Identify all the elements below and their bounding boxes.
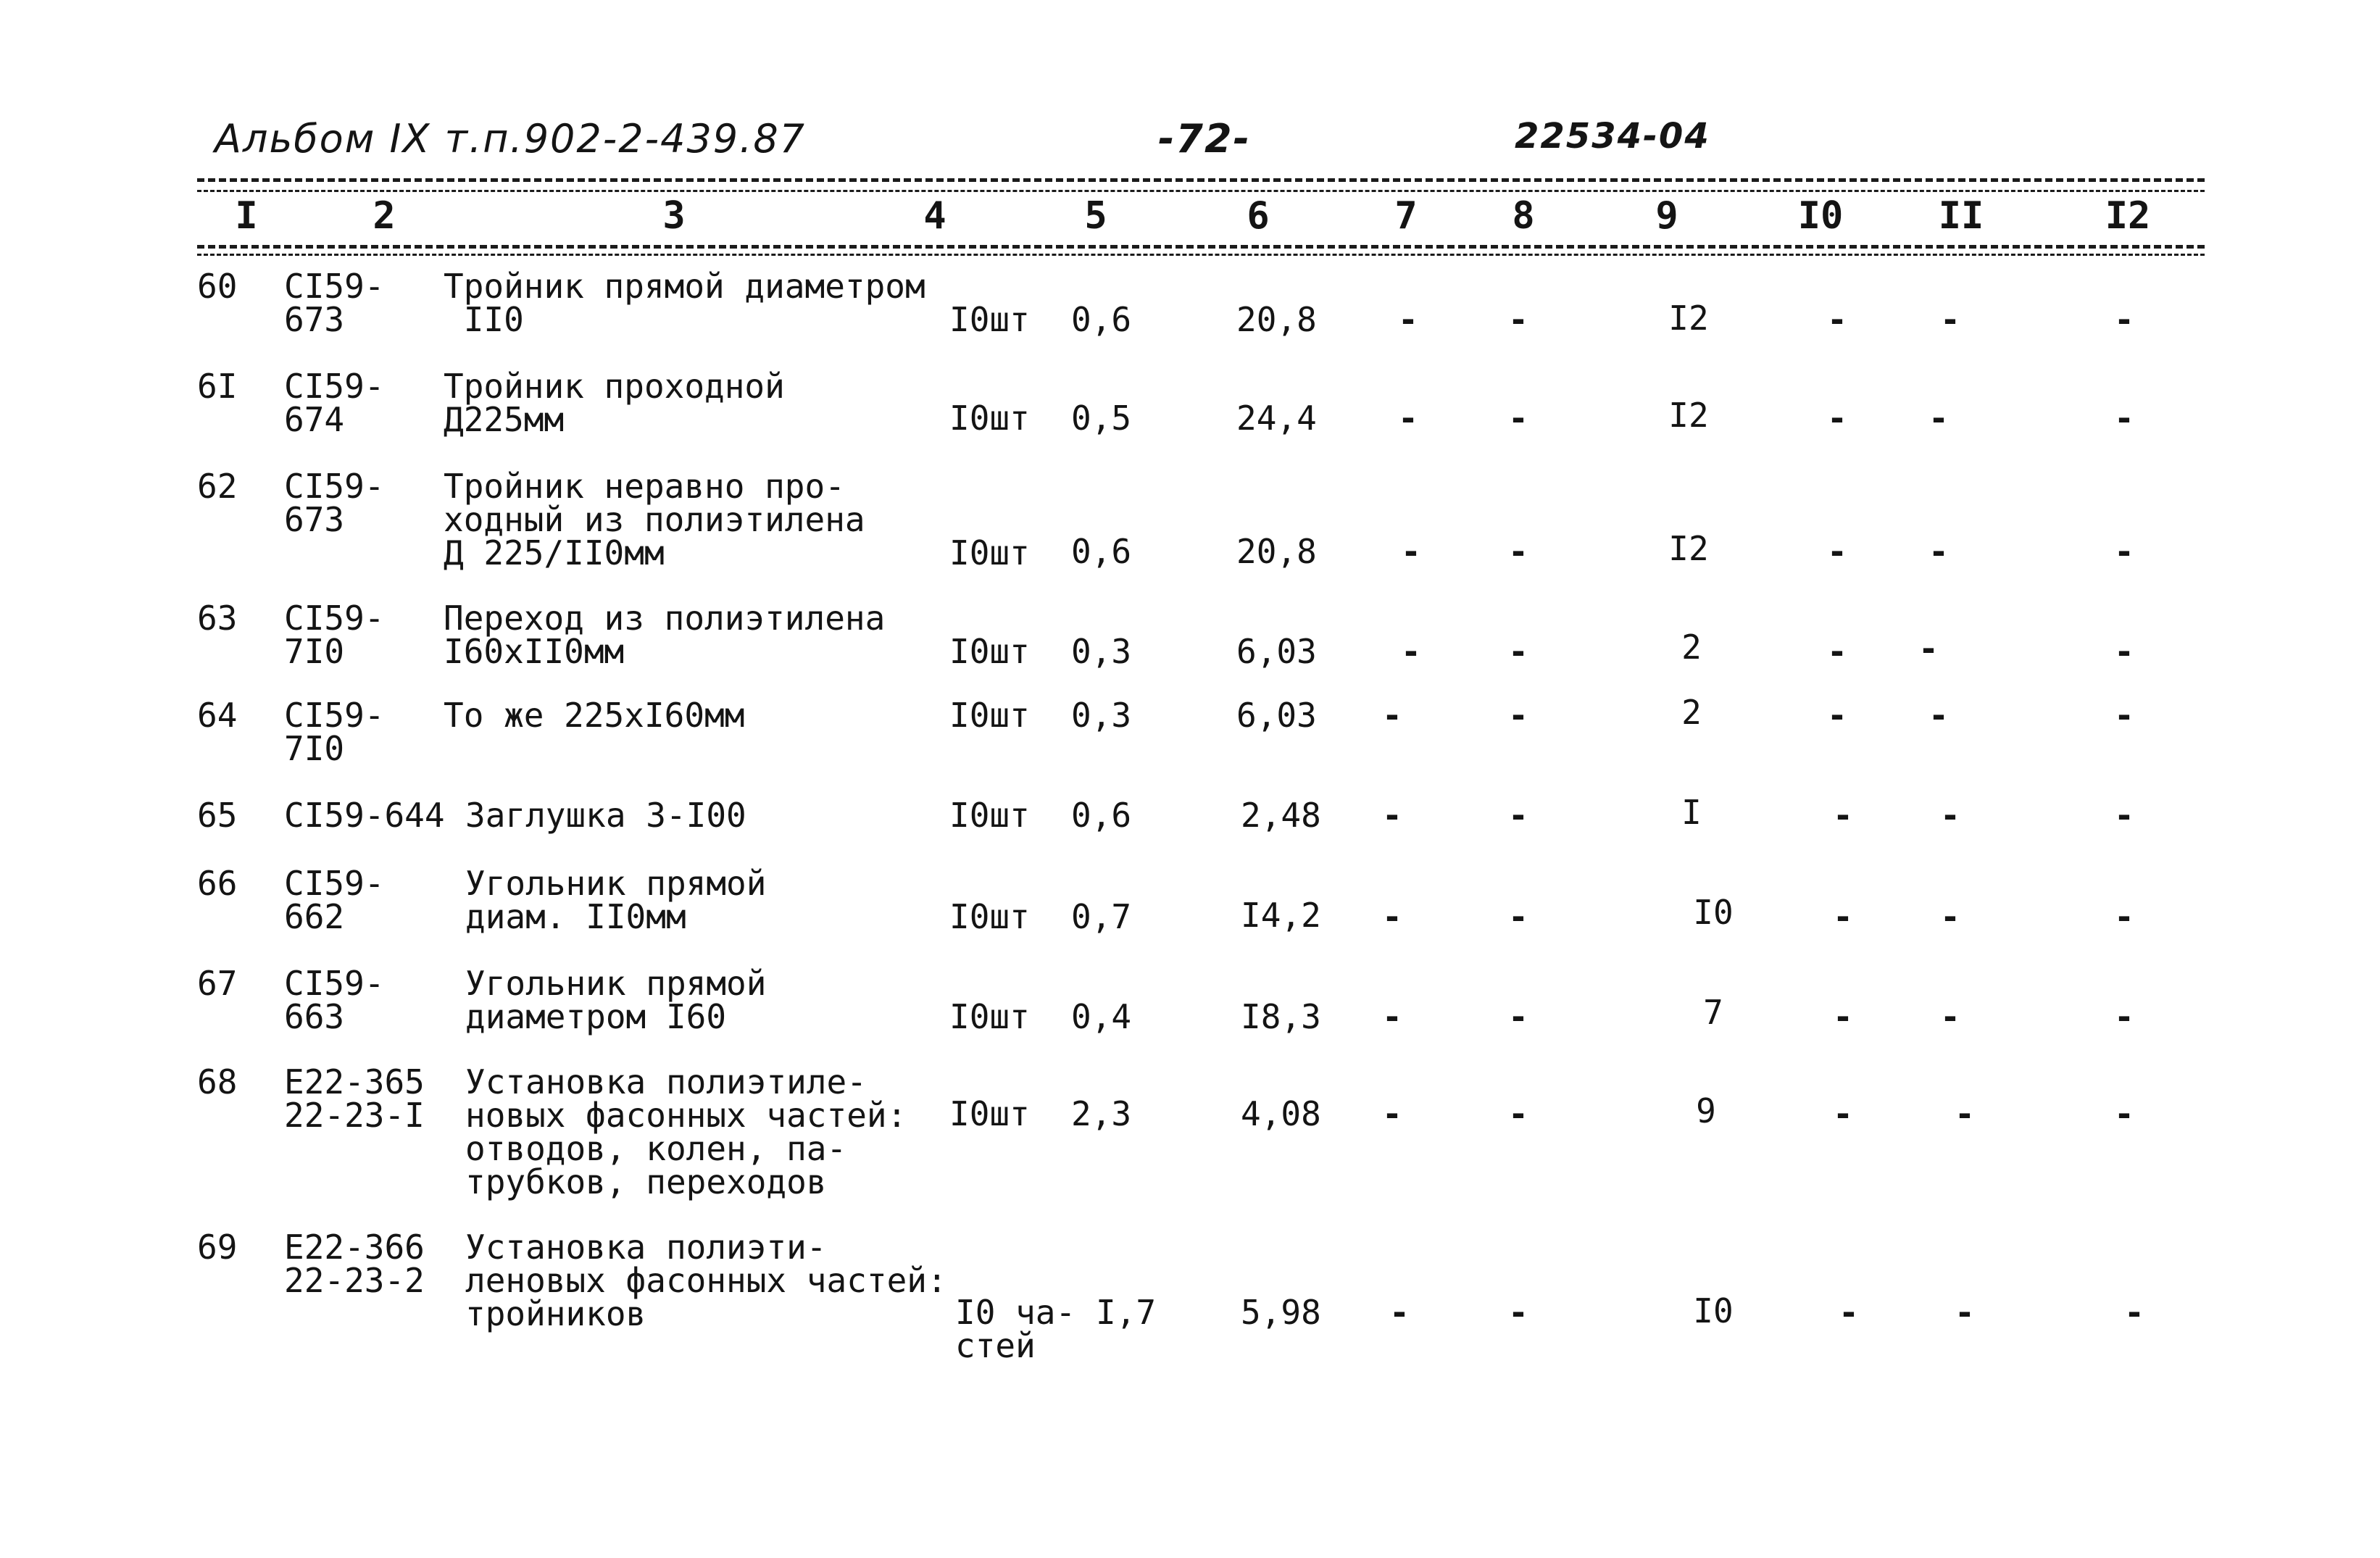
row-value-10: - xyxy=(1827,399,1847,438)
row-number: 68 xyxy=(197,1062,238,1101)
row-value-7: - xyxy=(1398,300,1418,339)
row-unit: I0шт xyxy=(949,796,1030,835)
row-value-8: - xyxy=(1508,532,1528,571)
row-value-6: I8,3 xyxy=(1241,997,1321,1036)
row-value-10: - xyxy=(1833,897,1853,936)
column-header-4: 4 xyxy=(923,194,946,238)
column-header-10: I0 xyxy=(1797,194,1844,238)
row-name: То же 225xI60мм xyxy=(444,696,745,735)
row-code: CI59-644 xyxy=(284,796,445,835)
row-name: Заглушка З-I00 xyxy=(465,796,746,835)
row-value-5: I,7 xyxy=(1096,1293,1157,1332)
row-code: CI59- 7I0 xyxy=(284,599,385,671)
header-rule-bottom xyxy=(197,245,2205,249)
row-value-7: - xyxy=(1382,796,1402,835)
row-value-10: - xyxy=(1833,997,1853,1036)
row-value-9: I0 xyxy=(1693,893,1734,932)
page-header xyxy=(0,116,2380,174)
row-number: 66 xyxy=(197,864,238,903)
column-header-8: 8 xyxy=(1512,194,1535,238)
row-value-7: - xyxy=(1389,1293,1410,1332)
row-value-8: - xyxy=(1508,1293,1528,1332)
row-value-6: 20,8 xyxy=(1236,532,1317,571)
column-header-6: 6 xyxy=(1247,194,1270,238)
header-rule-top xyxy=(197,178,2205,182)
row-number: 69 xyxy=(197,1228,238,1267)
row-value-8: - xyxy=(1508,399,1528,438)
row-value-8: - xyxy=(1508,897,1528,936)
row-code: CI59- 662 xyxy=(284,864,385,936)
row-value-11: - xyxy=(1928,696,1949,735)
row-value-6: 6,03 xyxy=(1236,632,1317,671)
row-value-7: - xyxy=(1382,1094,1402,1133)
row-value-9: I2 xyxy=(1668,529,1709,568)
row-code: CI59- 674 xyxy=(284,367,385,439)
column-header-row xyxy=(0,190,2380,245)
row-value-8: - xyxy=(1508,300,1528,339)
row-code: CI59- 7I0 xyxy=(284,696,385,768)
row-value-5: 0,6 xyxy=(1071,532,1132,571)
row-value-12: - xyxy=(2114,796,2134,835)
row-value-11: - xyxy=(1955,1094,1975,1133)
row-value-12: - xyxy=(2114,300,2134,339)
row-name: Угольник прямой диаметром I60 xyxy=(465,964,767,1036)
row-unit: I0шт xyxy=(949,533,1030,572)
row-value-11: - xyxy=(1918,629,1939,668)
row-value-11: - xyxy=(1928,532,1949,571)
row-value-7: - xyxy=(1382,897,1402,936)
row-unit: I0шт xyxy=(949,1094,1030,1133)
row-code: E22-365 22-23-I xyxy=(284,1062,425,1135)
row-value-10: - xyxy=(1827,696,1847,735)
row-value-7: - xyxy=(1401,632,1421,671)
row-value-5: 0,6 xyxy=(1071,300,1132,339)
row-value-12: - xyxy=(2114,997,2134,1036)
row-name: Угольник прямой диам. II0мм xyxy=(465,864,767,936)
row-value-12: - xyxy=(2114,532,2134,571)
row-value-6: 24,4 xyxy=(1236,399,1317,438)
row-unit: I0шт xyxy=(949,399,1030,438)
row-value-5: 0,3 xyxy=(1071,632,1132,671)
row-code: E22-366 22-23-2 xyxy=(284,1228,425,1300)
column-header-12: I2 xyxy=(2105,194,2151,238)
album-reference: Альбом IX т.п.902-2-439.87 xyxy=(215,116,807,162)
row-value-10: - xyxy=(1827,300,1847,339)
row-value-9: I2 xyxy=(1668,396,1709,435)
row-value-5: 0,4 xyxy=(1071,997,1132,1036)
row-value-12: - xyxy=(2114,1094,2134,1133)
row-value-9: 9 xyxy=(1696,1091,1716,1130)
row-code: CI59- 663 xyxy=(284,964,385,1036)
row-name: Переход из полиэтилена I60xII0мм xyxy=(444,599,886,671)
column-header-3: 3 xyxy=(662,194,686,238)
row-value-8: - xyxy=(1508,796,1528,835)
row-unit: I0 ча- стей xyxy=(955,1293,1076,1365)
column-header-9: 9 xyxy=(1655,194,1678,238)
row-number: 67 xyxy=(197,964,238,1003)
row-value-12: - xyxy=(2114,696,2134,735)
row-number: 65 xyxy=(197,796,238,835)
column-header-2: 2 xyxy=(373,194,396,238)
row-value-5: 0,6 xyxy=(1071,796,1132,835)
row-value-8: - xyxy=(1508,696,1528,735)
row-value-5: 0,3 xyxy=(1071,696,1132,735)
row-value-12: - xyxy=(2114,632,2134,671)
row-name: Тройник прямой диаметром II0 xyxy=(444,267,925,339)
row-value-9: I2 xyxy=(1668,299,1709,338)
row-value-11: - xyxy=(1940,897,1960,936)
row-value-11: - xyxy=(1940,300,1960,339)
row-value-12: - xyxy=(2114,399,2134,438)
row-value-5: 0,7 xyxy=(1071,897,1132,936)
row-value-12: - xyxy=(2124,1293,2144,1332)
row-code: CI59- 673 xyxy=(284,467,385,539)
row-value-6: 5,98 xyxy=(1241,1293,1321,1332)
row-value-6: 20,8 xyxy=(1236,300,1317,339)
row-value-8: - xyxy=(1508,997,1528,1036)
row-value-8: - xyxy=(1508,1094,1528,1133)
document-code: 22534-04 xyxy=(1515,116,1710,157)
row-value-10: - xyxy=(1827,632,1847,671)
row-value-6: 4,08 xyxy=(1241,1094,1321,1133)
row-number: 64 xyxy=(197,696,238,735)
row-value-11: - xyxy=(1928,399,1949,438)
row-unit: I0шт xyxy=(949,897,1030,936)
row-unit: I0шт xyxy=(949,300,1030,339)
row-value-7: - xyxy=(1401,532,1421,571)
row-value-9: I xyxy=(1681,793,1702,832)
row-value-6: 6,03 xyxy=(1236,696,1317,735)
row-unit: I0шт xyxy=(949,997,1030,1036)
row-unit: I0шт xyxy=(949,696,1030,735)
row-value-8: - xyxy=(1508,632,1528,671)
column-header-7: 7 xyxy=(1394,194,1418,238)
row-value-12: - xyxy=(2114,897,2134,936)
row-value-9: 7 xyxy=(1703,993,1723,1032)
row-number: 62 xyxy=(197,467,238,506)
row-value-9: 2 xyxy=(1681,628,1702,667)
row-value-7: - xyxy=(1398,399,1418,438)
row-value-7: - xyxy=(1382,997,1402,1036)
row-code: CI59- 673 xyxy=(284,267,385,339)
row-value-11: - xyxy=(1940,997,1960,1036)
row-number: 60 xyxy=(197,267,238,306)
row-value-5: 0,5 xyxy=(1071,399,1132,438)
row-value-10: - xyxy=(1827,532,1847,571)
page-number: -72- xyxy=(1158,116,1251,162)
row-value-9: 2 xyxy=(1681,693,1702,732)
row-value-10: - xyxy=(1833,1094,1853,1133)
row-value-11: - xyxy=(1940,796,1960,835)
row-value-9: I0 xyxy=(1693,1291,1734,1330)
row-value-6: I4,2 xyxy=(1241,896,1321,935)
row-number: 6I xyxy=(197,367,238,406)
row-value-5: 2,3 xyxy=(1071,1094,1132,1133)
row-number: 63 xyxy=(197,599,238,638)
row-name: Установка полиэти- леновых фасонных частей: тройников xyxy=(465,1228,947,1333)
column-header-11: II xyxy=(1938,194,1984,238)
header-rule-bottom-inner xyxy=(197,254,2205,256)
row-name: Тройник неравно про- ходный из полиэтилена Д 225/II0мм xyxy=(444,467,865,572)
row-value-6: 2,48 xyxy=(1241,796,1321,835)
row-value-11: - xyxy=(1955,1293,1975,1332)
row-value-10: - xyxy=(1833,796,1853,835)
row-unit: I0шт xyxy=(949,632,1030,671)
row-name: Тройник проходной Д225мм xyxy=(444,367,785,439)
column-header-5: 5 xyxy=(1084,194,1107,238)
row-name: Установка полиэтиле- новых фасонных частей: отводов, колен, па- трубков, переходов xyxy=(465,1062,907,1201)
column-header-1: I xyxy=(235,194,258,238)
row-value-10: - xyxy=(1839,1293,1859,1332)
row-value-7: - xyxy=(1382,696,1402,735)
